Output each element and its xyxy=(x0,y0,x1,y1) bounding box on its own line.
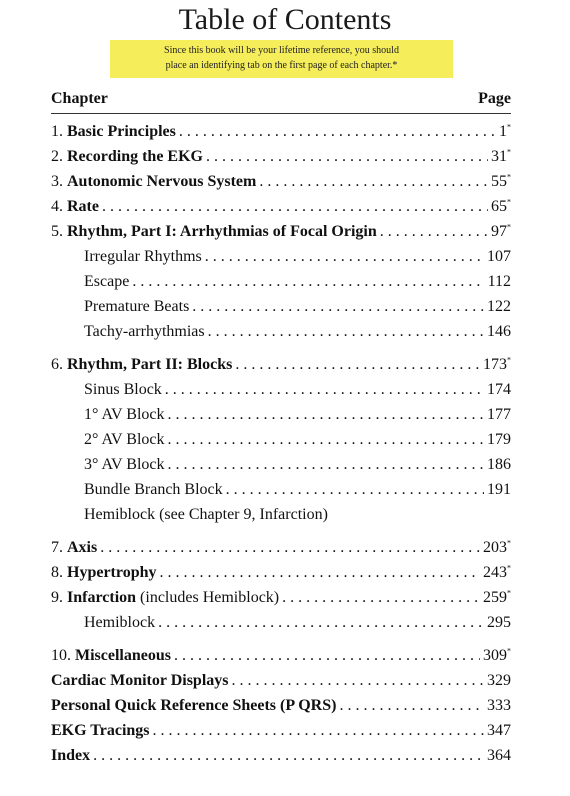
entry-title: 3° AV Block xyxy=(84,456,165,473)
highlighted-note xyxy=(110,40,453,78)
page-number: 295 xyxy=(487,614,511,631)
note-line-2: place an identifying tab on the first page of each chapter.* xyxy=(165,60,398,71)
dot-leader xyxy=(168,455,485,475)
dot-leader xyxy=(205,247,484,267)
chapter-number: 6. xyxy=(51,356,63,373)
dot-leader xyxy=(153,721,484,741)
page-number: 347 xyxy=(487,722,511,739)
toc-subentry[interactable] xyxy=(84,297,511,317)
dot-leader xyxy=(282,588,480,608)
entry-title: Autonomic Nervous System xyxy=(67,173,257,190)
toc-entry[interactable] xyxy=(51,671,511,691)
toc-entry[interactable] xyxy=(51,355,511,375)
dot-leader xyxy=(102,197,488,217)
chapter-number: 7. xyxy=(51,539,63,556)
page-number: 191 xyxy=(487,481,511,498)
toc-entry[interactable] xyxy=(51,222,511,242)
dot-leader xyxy=(380,222,488,242)
page-column-header: Page xyxy=(478,90,511,107)
dot-leader xyxy=(179,122,496,142)
entry-title: Rate xyxy=(67,198,99,215)
toc-subentry[interactable] xyxy=(84,405,511,425)
toc-entry[interactable] xyxy=(51,646,511,666)
page-number: 179 xyxy=(487,431,511,448)
dot-leader xyxy=(208,322,484,342)
dot-leader xyxy=(192,297,484,317)
page-number: 146 xyxy=(487,323,511,340)
dot-leader xyxy=(132,272,484,292)
chapter-number: 4. xyxy=(51,198,63,215)
dot-leader xyxy=(206,147,488,167)
toc-subentry[interactable] xyxy=(84,480,511,500)
entry-title: Basic Principles xyxy=(67,123,176,140)
dot-leader xyxy=(231,671,484,691)
page-number: 107 xyxy=(487,248,511,265)
dot-leader xyxy=(165,380,484,400)
dot-leader xyxy=(159,563,480,583)
dot-leader xyxy=(93,746,484,766)
toc-entry[interactable] xyxy=(51,147,511,167)
entry-title: Tachy-arrhythmias xyxy=(84,323,205,340)
note-line-1: Since this book will be your lifetime reference, you should xyxy=(164,45,399,56)
page-number: 1* xyxy=(499,122,511,140)
page-number: 55* xyxy=(491,172,511,190)
toc-subentry[interactable] xyxy=(84,613,511,633)
page-number: 177 xyxy=(487,406,511,423)
toc-entry[interactable] xyxy=(51,563,511,583)
toc-subentry[interactable] xyxy=(84,247,511,267)
entry-title: Irregular Rhythms xyxy=(84,248,202,265)
chapter-number: 1. xyxy=(51,123,63,140)
page-number: 31* xyxy=(491,147,511,165)
toc-entry[interactable] xyxy=(51,172,511,192)
toc-entry[interactable] xyxy=(51,721,511,741)
entry-title: Rhythm, Part I: Arrhythmias of Focal Origin xyxy=(67,223,377,240)
page-number: 122 xyxy=(487,298,511,315)
entry-note: (includes Hemiblock) xyxy=(140,589,280,606)
dot-leader xyxy=(259,172,488,192)
page-number: 97* xyxy=(491,222,511,240)
toc-entry[interactable] xyxy=(51,588,511,608)
entry-title: Index xyxy=(51,747,91,764)
chapter-number: 5. xyxy=(51,223,63,240)
entry-title: Premature Beats xyxy=(84,298,190,315)
toc-entry[interactable] xyxy=(51,538,511,558)
page-number: 259* xyxy=(483,588,511,606)
page-number: 174 xyxy=(487,381,511,398)
entry-title: Cardiac Monitor Displays xyxy=(51,672,229,689)
entry-title: Hypertrophy xyxy=(67,564,157,581)
chapter-column-header: Chapter xyxy=(51,90,108,107)
entry-title: Escape xyxy=(84,273,130,290)
chapter-number: 8. xyxy=(51,564,63,581)
toc-subentry[interactable] xyxy=(84,380,511,400)
header-divider xyxy=(51,113,511,114)
page-number: 309* xyxy=(483,646,511,664)
entry-title: 2° AV Block xyxy=(84,431,165,448)
toc-subentry[interactable] xyxy=(84,505,511,525)
dot-leader xyxy=(168,405,485,425)
toc-entry[interactable] xyxy=(51,122,511,142)
entry-title: Bundle Branch Block xyxy=(84,481,223,498)
page-title: Table of Contents xyxy=(178,3,392,36)
dot-leader xyxy=(226,480,484,500)
toc-subentry[interactable] xyxy=(84,272,511,292)
entry-title: Rhythm, Part II: Blocks xyxy=(67,356,233,373)
dot-leader xyxy=(174,646,480,666)
page-number: 333 xyxy=(487,697,511,714)
toc-entry[interactable] xyxy=(51,696,511,716)
entry-title: Hemiblock (see Chapter 9, Infarction) xyxy=(84,506,328,523)
toc-entry[interactable] xyxy=(51,746,511,766)
entry-title: Miscellaneous xyxy=(75,647,171,664)
page-number: 203* xyxy=(483,538,511,556)
toc-entry[interactable] xyxy=(51,197,511,217)
page-number: 65* xyxy=(491,197,511,215)
chapter-number: 2. xyxy=(51,148,63,165)
entry-title: Hemiblock xyxy=(84,614,156,631)
entry-title: Recording the EKG xyxy=(67,148,203,165)
toc-subentry[interactable] xyxy=(84,455,511,475)
dot-leader xyxy=(158,613,484,633)
page-number: 173* xyxy=(483,355,511,373)
page-number: 243* xyxy=(483,563,511,581)
dot-leader xyxy=(168,430,485,450)
toc-subentry[interactable] xyxy=(84,322,511,342)
page-number: 364 xyxy=(487,747,511,764)
page-number: 112 xyxy=(487,273,511,290)
entry-title: Infarction xyxy=(67,589,137,606)
dot-leader xyxy=(100,538,480,558)
chapter-number: 10. xyxy=(51,647,71,664)
page-number: 186 xyxy=(487,456,511,473)
entry-title: EKG Tracings xyxy=(51,722,150,739)
entry-title: Axis xyxy=(67,539,98,556)
dot-leader xyxy=(235,355,480,375)
dot-leader xyxy=(339,696,484,716)
entry-title: Personal Quick Reference Sheets (P QRS) xyxy=(51,697,337,714)
chapter-number: 3. xyxy=(51,173,63,190)
entry-title: 1° AV Block xyxy=(84,406,165,423)
toc-subentry[interactable] xyxy=(84,430,511,450)
entry-title: Sinus Block xyxy=(84,381,162,398)
chapter-number: 9. xyxy=(51,589,63,606)
page-number: 329 xyxy=(487,672,511,689)
